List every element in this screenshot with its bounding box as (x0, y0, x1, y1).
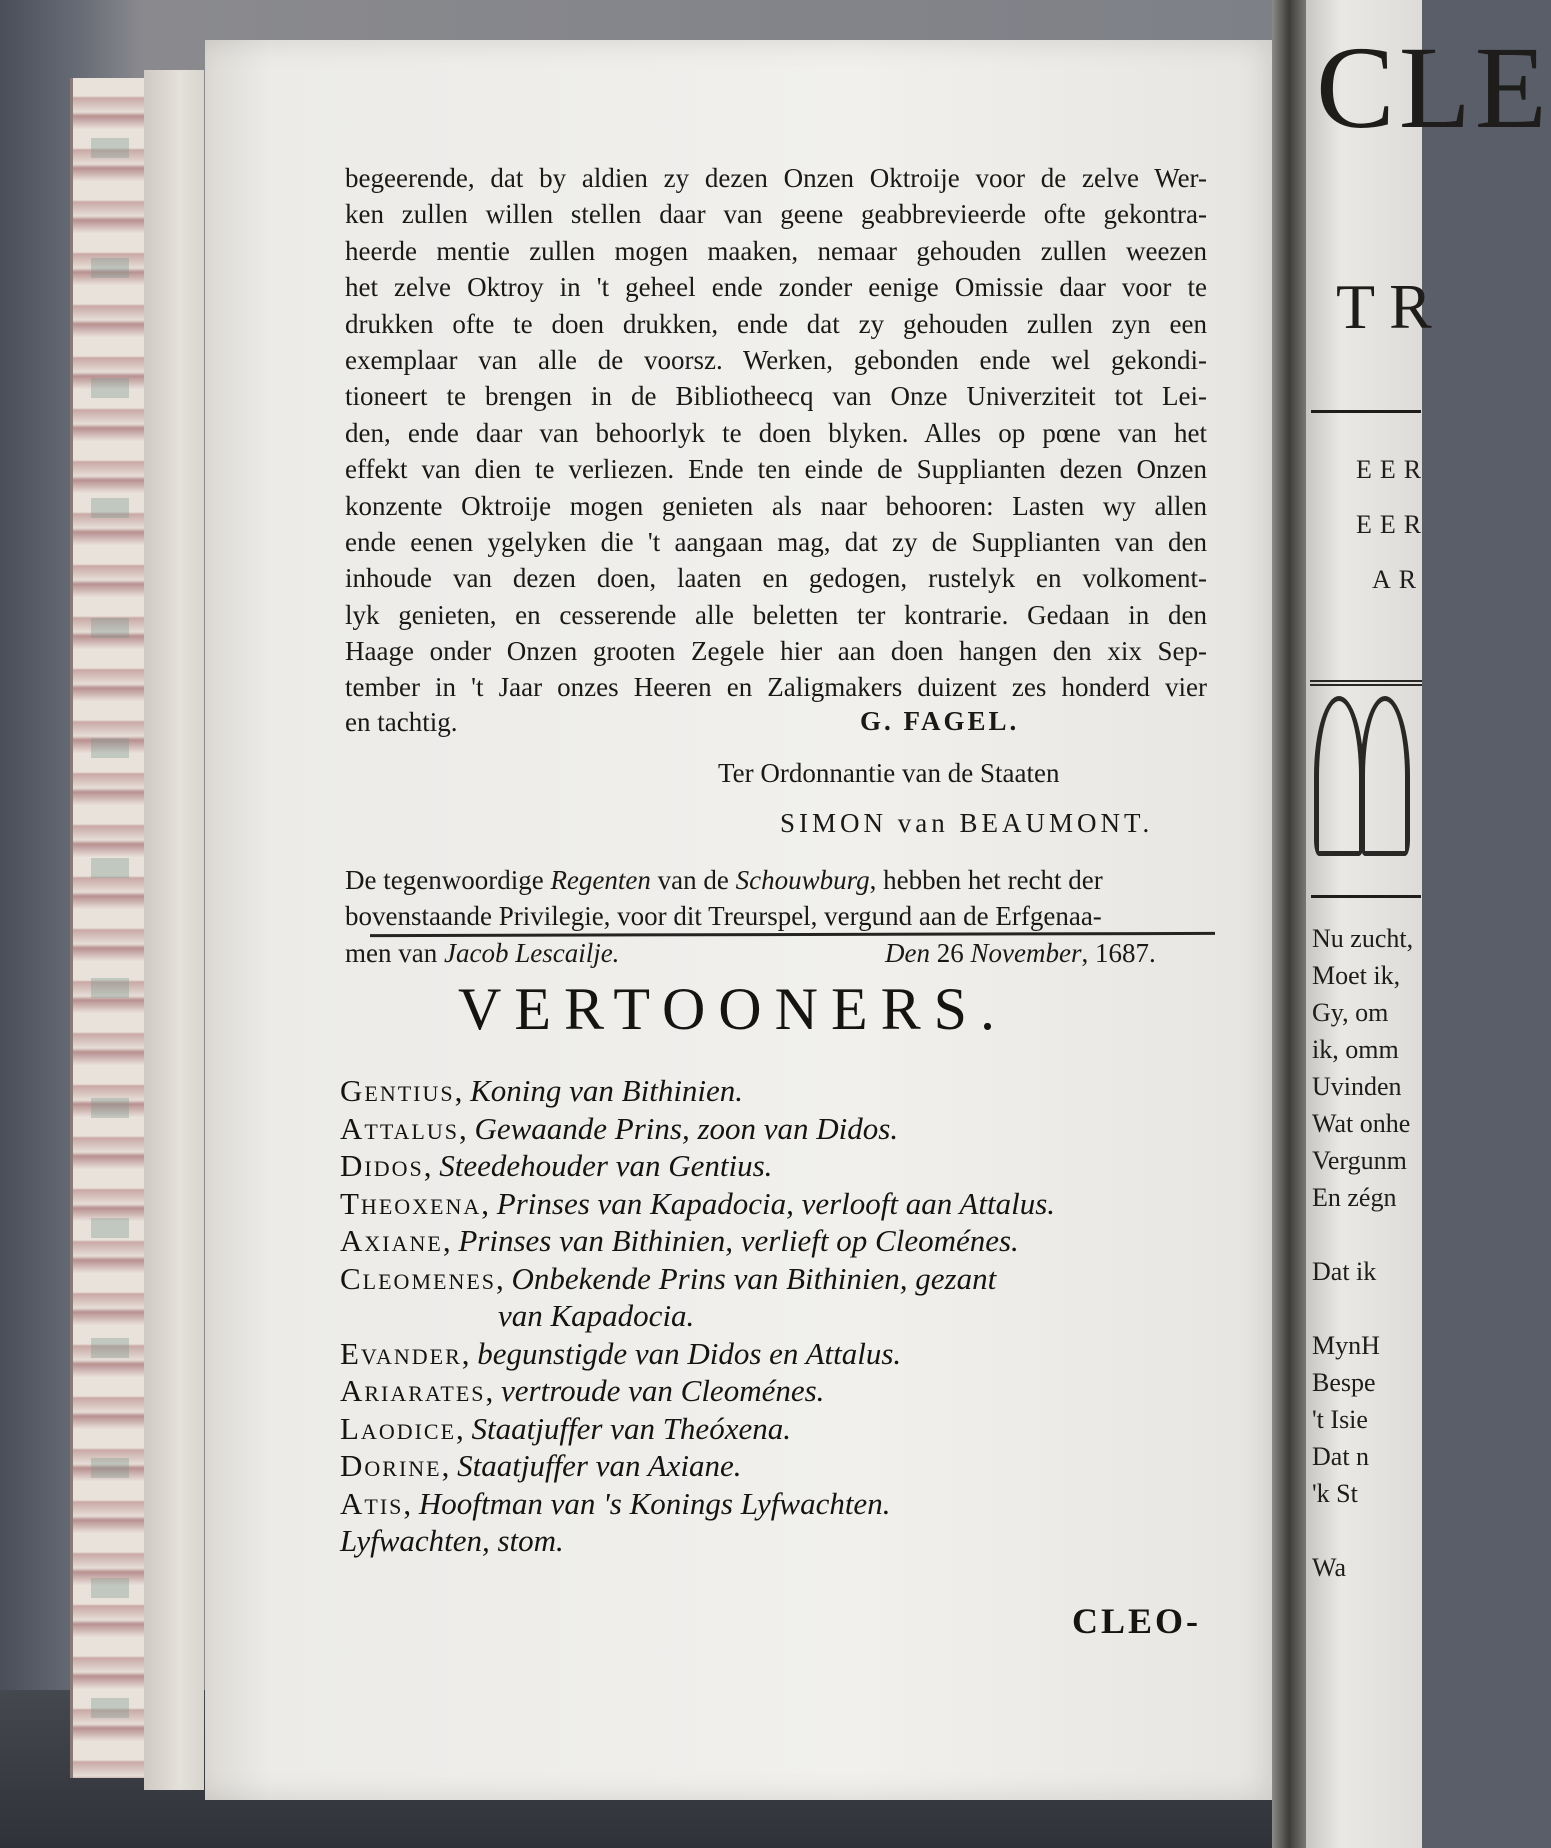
character-description: vertroude van Cleoménes. (501, 1373, 825, 1408)
cast-member: Axiane, Prinses van Bithinien, verlieft op Cleoménes. (340, 1223, 1019, 1258)
cast-member: Dorine, Staatjuffer van Axiane. (340, 1448, 742, 1483)
privilege-line: effekt van dien te verliezen. Ende ten einde de Supplianten dezen Onzen (345, 454, 1207, 485)
privilege-line: den, ende daar van behoorlyk te doen blyken. Alles op pœne van het (345, 417, 1207, 448)
transfer-line-2: bovenstaande Privilegie, voor dit Treurspel, vergund aan de Erfgenaa- (345, 901, 1102, 932)
cast-member: Atis, Hooftman van 's Konings Lyfwachten. (340, 1485, 891, 1521)
signature-fagel: G. FAGEL. (860, 706, 1020, 736)
privilege-last-line: en tachtig. (345, 707, 458, 737)
character-description: Gewaande Prins, zoon van Didos. (474, 1110, 899, 1146)
verse-fragment: Moet ik, (1312, 961, 1401, 990)
verse-fragment: Wat onhe (1312, 1109, 1411, 1138)
cast-member: Theoxena, Prinses van Kapadocia, verlooft aan Attalus. (340, 1185, 1056, 1221)
right-page-rule (1311, 410, 1421, 413)
privilege-line: inhoude van dezen doen, laaten en gedogen, rustelyk en volkoment- (345, 563, 1207, 594)
verse-fragment (1312, 1512, 1413, 1549)
privilege-line: heerde mentie zullen mogen maaken, nemaar gehouden zullen weezen (345, 235, 1207, 266)
right-page-rule-2 (1311, 895, 1421, 898)
character-description: Prinses van Bithinien, verlieft op Cleoménes. (458, 1223, 1019, 1258)
transfer-line-1: De tegenwoordige Regenten van de Schouwburg, hebben het recht der (345, 865, 1103, 895)
privilege-line: het zelve Oktroy in 't geheel ende zonder eenige Omissie daar voor te (345, 272, 1207, 303)
verse-fragment: 't Isie (1312, 1405, 1368, 1434)
character-name: Gentius (340, 1073, 455, 1108)
cast-member: Laodice, Staatjuffer van Theóxena. (340, 1410, 791, 1446)
cast-member: Cleomenes, Onbekende Prins van Bithinien, gezant (340, 1260, 997, 1296)
character-name: Evander (340, 1335, 462, 1371)
right-page-title: CLE (1316, 22, 1551, 153)
cast-member: Gentius, Koning van Bithinien. (340, 1073, 744, 1108)
character-description: Koning van Bithinien. (470, 1073, 744, 1108)
character-name: Atis (340, 1485, 404, 1521)
character-description: Lyfwachten, stom. (340, 1523, 564, 1558)
character-description: Onbekende Prins van Bithinien, gezant (511, 1260, 997, 1296)
verse-fragment: Nu zucht, (1312, 924, 1414, 953)
cast-title: VERTOONERS. (458, 976, 1008, 1042)
ornament-woodcut (1310, 680, 1422, 876)
verse-fragment: Dat n (1312, 1442, 1370, 1471)
character-description: van Kapadocia. (498, 1298, 695, 1333)
transfer-date: Den 26 November, 1687. (885, 937, 1156, 968)
right-page (1306, 0, 1551, 1848)
cast-member: Ariarates, vertroude van Cleoménes. (340, 1373, 825, 1408)
signature-beaumont: SIMON van BEAUMONT. (780, 808, 1154, 838)
character-description: Prinses van Kapadocia, verlooft aan Attalus. (496, 1185, 1056, 1221)
character-name: Attalus (340, 1110, 459, 1146)
verse-fragment: 'k St (1312, 1479, 1358, 1508)
right-page-small-2: EER (1356, 510, 1430, 539)
right-page-subtitle: TR (1336, 271, 1446, 342)
character-name: Didos (340, 1148, 424, 1183)
verse-fragment: Gy, om (1312, 998, 1389, 1027)
cast-member: Evander, begunstigde van Didos en Attalus. (340, 1335, 902, 1371)
privilege-line: ende eenen ygelyken die 't aangaan mag, dat zy de Supplianten van den (345, 526, 1207, 557)
cast-list (340, 1072, 1055, 1560)
transfer-line-3: men van Jacob Lescailje. (345, 937, 620, 968)
verse-fragment: Vergunm (1312, 1146, 1407, 1175)
character-name: Cleomenes (340, 1260, 497, 1296)
privilege-line: tember in 't Jaar onzes Heeren en Zaligmakers duizent zes honderd vier (345, 672, 1207, 703)
right-page-small-3: AR (1372, 565, 1425, 594)
verse-fragment: Dat ik (1312, 1257, 1377, 1286)
character-name: Laodice (340, 1410, 457, 1446)
cast-member: Didos, Steedehouder van Gentius. (340, 1148, 773, 1183)
book-gutter (1272, 0, 1306, 1848)
character-description: Staatjuffer van Axiane. (457, 1448, 742, 1483)
right-page-verse (1312, 920, 1413, 1586)
privilege-line: exemplaar van alle de voorsz. Werken, gebonden ende wel gekondi- (345, 344, 1207, 375)
verse-fragment: Bespe (1312, 1368, 1376, 1397)
character-name: Theoxena (340, 1185, 482, 1221)
privilege-line: drukken ofte te doen drukken, ende dat zy gehouden zullen zyn een (345, 308, 1207, 339)
privilege-line: ken zullen willen stellen daar van geene geabbrevieerde ofte gekontra- (345, 199, 1207, 230)
verse-fragment: Uvinden (1312, 1072, 1402, 1101)
cast-member (340, 1522, 1055, 1560)
character-description: Hooftman van 's Konings Lyfwachten. (418, 1485, 891, 1521)
privilege-text (345, 160, 1207, 706)
character-description: Staatjuffer van Theóxena. (471, 1410, 791, 1446)
character-name: Ariarates (340, 1373, 486, 1408)
cast-member (340, 1297, 1055, 1335)
marbled-spine (70, 78, 147, 1778)
ordonnantie-line: Ter Ordonnantie van de Staaten (718, 758, 1060, 788)
verse-fragment: ik, omm (1312, 1035, 1399, 1064)
privilege-line: tioneert te brengen in de Bibliotheecq van Onze Univerziteit tot Lei- (345, 381, 1207, 412)
privilege-line: begeerende, dat by aldien zy dezen Onzen Oktroije voor de zelve Wer- (345, 163, 1207, 193)
page-edges (144, 70, 204, 1790)
privilege-line: Haage onder Onzen grooten Zegele hier aan doen hangen den xix Sep- (345, 636, 1207, 667)
character-name: Axiane (340, 1223, 443, 1258)
character-description: begunstigde van Didos en Attalus. (477, 1335, 902, 1371)
verse-fragment (1312, 1216, 1413, 1253)
character-name: Dorine (340, 1448, 442, 1483)
character-description: Steedehouder van Gentius. (439, 1148, 773, 1183)
verse-fragment: En zégn (1312, 1183, 1397, 1212)
verse-fragment: MynH (1312, 1331, 1380, 1360)
transfer-note (345, 862, 1207, 971)
verse-fragment (1312, 1290, 1413, 1327)
cast-member: Attalus, Gewaande Prins, zoon van Didos. (340, 1110, 899, 1146)
verse-fragment: Wa (1312, 1553, 1346, 1582)
privilege-line: lyk genieten, en cesserende alle beletten ter kontrarie. Gedaan in den (345, 599, 1207, 630)
catchword: CLEO- (1072, 1601, 1202, 1641)
right-page-small-1: EER (1356, 455, 1430, 484)
privilege-line: konzente Oktroije mogen genieten als naar behooren: Lasten wy allen (345, 490, 1207, 521)
